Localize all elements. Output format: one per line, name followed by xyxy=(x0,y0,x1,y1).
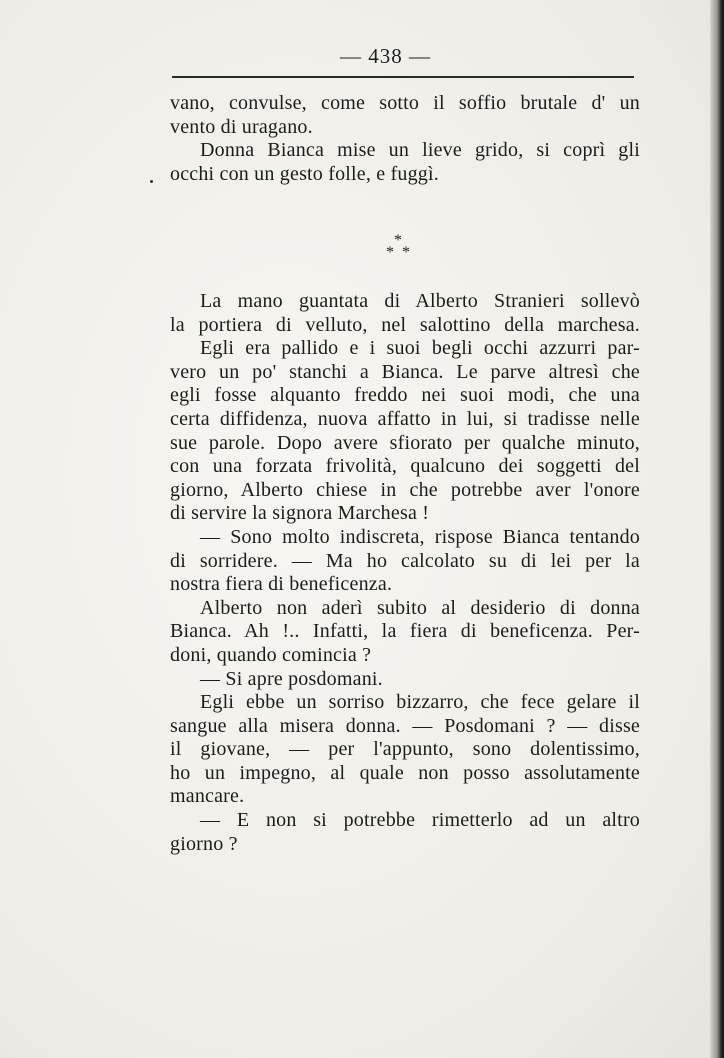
text-line: con una forzata frivolità, qualcuno dei soggetti del xyxy=(170,455,640,478)
text-line: Donna Bianca mise un lieve grido, si coprì gli xyxy=(200,139,640,162)
text-line: Bianca. Ah !.. Infatti, la fiera di beneficenza. Per- xyxy=(170,620,640,643)
book-spine-edge xyxy=(710,0,724,1058)
text-line: la portiera di velluto, nel salottino della marchesa. xyxy=(170,313,640,336)
asterism-star: * xyxy=(394,232,402,249)
page-number: — 438 — xyxy=(340,44,431,68)
text-line: vento di uragano. xyxy=(170,115,313,138)
text-line: di sorridere. — Ma ho calcolato su di lei per la xyxy=(170,549,640,572)
text-line: La mano guantata di Alberto Stranieri sollevò xyxy=(200,290,640,312)
asterism-star: * xyxy=(402,244,410,261)
text-line: ho un impegno, al quale non posso assolutamente xyxy=(170,761,640,784)
text-block-main xyxy=(170,290,640,856)
text-line: giorno, Alberto chiese in che potrebbe aver l'onore xyxy=(170,478,640,501)
text-line: il giovane, — per l'appunto, sono dolentissimo, xyxy=(170,738,640,761)
text-line: vano, convulse, come sotto il soffio brutale d' un xyxy=(170,92,640,114)
text-line: — Si apre posdomani. xyxy=(200,667,383,690)
asterism-star: * xyxy=(386,244,394,261)
text-line: certa diffidenza, nuova affatto in lui, si tradisse nelle xyxy=(170,407,640,430)
section-asterism xyxy=(380,232,420,266)
text-line: occhi con un gesto folle, e fuggì. xyxy=(170,162,439,185)
text-line: mancare. xyxy=(170,785,245,808)
text-line: vero un po' stanchi a Bianca. Le parve altresì che xyxy=(170,360,640,383)
text-line: sue parole. Dopo avere sfiorato per qualche minuto, xyxy=(170,431,640,454)
text-line: Alberto non aderì subito al desiderio di donna xyxy=(200,596,640,619)
text-line: di servire la signora Marchesa ! xyxy=(170,502,430,525)
text-line: doni, quando comincia ? xyxy=(170,643,372,666)
text-line: egli fosse alquanto freddo nei suoi modi, che una xyxy=(170,384,640,407)
header-rule xyxy=(172,76,634,78)
text-line: Egli era pallido e i suoi begli occhi azzurri par- xyxy=(200,337,640,360)
paper-speck xyxy=(150,180,153,183)
text-line: — Sono molto indiscreta, rispose Bianca tentando xyxy=(200,525,640,548)
text-block-top xyxy=(170,92,640,186)
text-line: — E non si potrebbe rimetterlo ad un altro xyxy=(200,809,640,832)
text-line: sangue alla misera donna. — Posdomani ? — disse xyxy=(170,714,640,737)
text-line: nostra fiera di beneficenza. xyxy=(170,573,393,596)
text-line: giorno ? xyxy=(170,832,238,855)
text-line: Egli ebbe un sorriso bizzarro, che fece gelare il xyxy=(200,691,640,714)
